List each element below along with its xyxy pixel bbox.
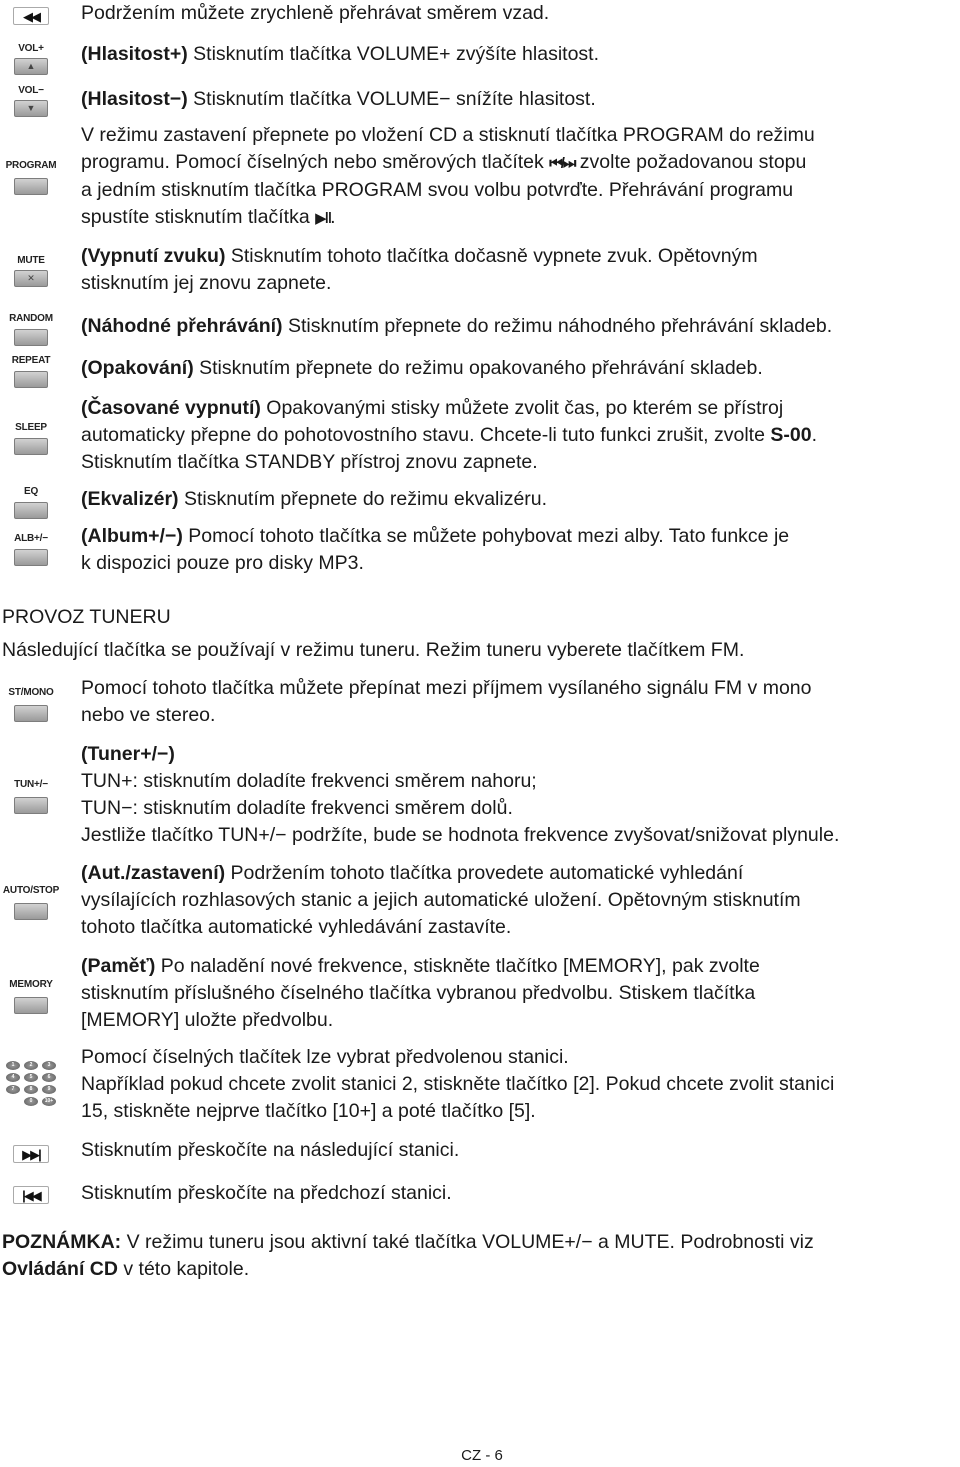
- eq-label: EQ: [23, 486, 39, 497]
- numpad-key[interactable]: 8: [24, 1085, 38, 1094]
- sleep-label: SLEEP: [15, 422, 47, 433]
- random-button[interactable]: [14, 329, 48, 346]
- numpad-key[interactable]: 2: [24, 1061, 38, 1070]
- stmono-button[interactable]: [14, 705, 48, 722]
- numpad-key[interactable]: 5: [24, 1073, 38, 1082]
- album-label: ALB+/−: [14, 533, 48, 544]
- program-label: PROGRAM: [5, 160, 57, 171]
- tuner-heading: PROVOZ TUNERU: [2, 606, 171, 628]
- sleep-desc: (Časované vypnutí) Opakovanými stisky můžete zvolit čas, po kterém se přístroj automaticky přepne do pohotovostního stavu. Chcete-li tuto funkci zrušit, zvolte S-00. Stisknutím tlačítka STANDBY přístroj znovu zapnete.: [81, 397, 817, 473]
- repeat-button[interactable]: [14, 371, 48, 388]
- album-desc: (Album+/−) Pomocí tohoto tlačítka se můžete pohybovat mezi alby. Tato funkce je k dispozici pouze pro disky MP3.: [81, 525, 790, 574]
- album-button[interactable]: [14, 549, 48, 566]
- autostop-label: AUTO/STOP: [2, 885, 60, 896]
- tuner-label: TUN+/−: [14, 779, 48, 790]
- vol-down-label: VOL−: [18, 85, 44, 96]
- stmono-label: ST/MONO: [8, 687, 54, 698]
- skip-prev-icon: |◀◀: [22, 1187, 40, 1203]
- vol-up-button[interactable]: [14, 58, 48, 75]
- tuner-intro: Následující tlačítka se používají v režimu tuneru. Režim tuneru vyberete tlačítkem FM.: [2, 639, 745, 661]
- random-desc: (Náhodné přehrávání) Stisknutím přepnete do režimu náhodného přehrávání skladeb.: [81, 315, 833, 337]
- vol-down-desc: (Hlasitost−) Stisknutím tlačítka VOLUME− snížíte hlasitost.: [81, 88, 596, 110]
- vol-down-button[interactable]: [14, 100, 48, 117]
- prev-next-icon: ⏮/⏭: [549, 155, 575, 172]
- speaker-mute-icon: ✕: [27, 273, 35, 283]
- numpad-key[interactable]: 9: [42, 1085, 56, 1094]
- autostop-desc: (Aut./zastavení) Podržením tohoto tlačítka provedete automatické vyhledání vysílajících rozhlasových stanic a jejich automatické uložení. Opětovným stisknutím tohoto tlačítka automatické vyhledávání zastavíte.: [81, 862, 801, 938]
- autostop-button[interactable]: [14, 903, 48, 920]
- memory-desc: (Paměť) Po naladění nové frekvence, stiskněte tlačítko [MEMORY], pak zvolte stisknutím příslušného číselného tlačítka vybranou předvolbu. Stiskem tlačítka [MEMORY] uložte předvolbu.: [81, 955, 760, 1031]
- numpad-key[interactable]: 10+: [42, 1097, 56, 1106]
- next-desc: Stisknutím přeskočíte na následující stanici.: [81, 1139, 460, 1161]
- repeat-label: REPEAT: [11, 355, 51, 366]
- prev-button[interactable]: [13, 1186, 49, 1204]
- next-button[interactable]: [13, 1145, 49, 1163]
- rewind-button[interactable]: [13, 7, 49, 25]
- page-number: CZ - 6: [461, 1447, 503, 1464]
- play-pause-icon: ▶‖: [315, 210, 331, 227]
- vol-up-label: VOL+: [18, 43, 44, 54]
- stmono-desc: Pomocí tohoto tlačítka můžete přepínat mezi příjmem vysílaného signálu FM v mono nebo ve stereo.: [81, 677, 812, 726]
- prev-desc: Stisknutím přeskočíte na předchozí stanici.: [81, 1182, 452, 1204]
- numpad-desc: Pomocí číselných tlačítek lze vybrat předvolenou stanici. Například pokud chcete zvolit stanici 2, stiskněte tlačítko [2]. Pokud chcete zvolit stanici 15, stiskněte nejprve tlačítko [10+] a poté tlačítko [5].: [81, 1046, 835, 1122]
- rewind-desc: Podržením můžete zrychleně přehrávat směrem vzad.: [81, 2, 550, 24]
- numpad-key[interactable]: 0: [24, 1097, 38, 1106]
- note-line-1: POZNÁMKA: V režimu tuneru jsou aktivní také tlačítka VOLUME+/− a MUTE. Podrobnosti viz: [2, 1231, 814, 1253]
- tuner-button[interactable]: [14, 797, 48, 814]
- numpad-key[interactable]: 3: [42, 1061, 56, 1070]
- numpad-key[interactable]: 4: [6, 1073, 20, 1082]
- memory-button[interactable]: [14, 997, 48, 1014]
- sleep-button[interactable]: [14, 438, 48, 455]
- mute-desc: (Vypnutí zvuku) Stisknutím tohoto tlačítka dočasně vypnete zvuk. Opětovným stisknutím jej znovu zapnete.: [81, 245, 758, 294]
- tuner-desc: (Tuner+/−) TUN+: stisknutím doladíte frekvenci směrem nahoru; TUN−: stisknutím doladíte frekvenci směrem dolů. Jestliže tlačítko TUN+/− podržíte, bude se hodnota frekvence zvyšovat/snižovat plynule.: [81, 743, 840, 846]
- memory-label: MEMORY: [9, 979, 53, 990]
- mute-label: MUTE: [17, 255, 45, 266]
- program-desc: V režimu zastavení přepnete po vložení CD a stisknutí tlačítka PROGRAM do režimu programu. Pomocí číselných nebo směrových tlačítek ⏮/⏭ zvolte požadovanou stopu a jedním stisknutím tlačítka PROGRAM svou volbu potvrďte. Přehrávání programu spustíte stisknutím tlačítka ▶‖.: [81, 124, 815, 228]
- rewind-icon: ◀◀: [23, 8, 39, 24]
- mute-button[interactable]: [14, 270, 48, 287]
- arrow-up-icon: ▲: [26, 61, 36, 71]
- skip-next-icon: ▶▶|: [22, 1146, 40, 1162]
- numpad-key[interactable]: 1: [6, 1061, 20, 1070]
- eq-desc: (Ekvalizér) Stisknutím přepnete do režimu ekvalizéru.: [81, 488, 548, 510]
- vol-up-desc: (Hlasitost+) Stisknutím tlačítka VOLUME+ zvýšíte hlasitost.: [81, 43, 599, 65]
- random-label: RANDOM: [9, 313, 53, 324]
- note-line-2: Ovládání CD v této kapitole.: [2, 1258, 250, 1280]
- numpad-key[interactable]: 6: [42, 1073, 56, 1082]
- repeat-desc: (Opakování) Stisknutím přepnete do režimu opakovaného přehrávání skladeb.: [81, 357, 763, 379]
- numpad-key[interactable]: 7: [6, 1085, 20, 1094]
- program-button[interactable]: [14, 178, 48, 195]
- eq-button[interactable]: [14, 502, 48, 519]
- arrow-down-icon: ▼: [26, 103, 36, 113]
